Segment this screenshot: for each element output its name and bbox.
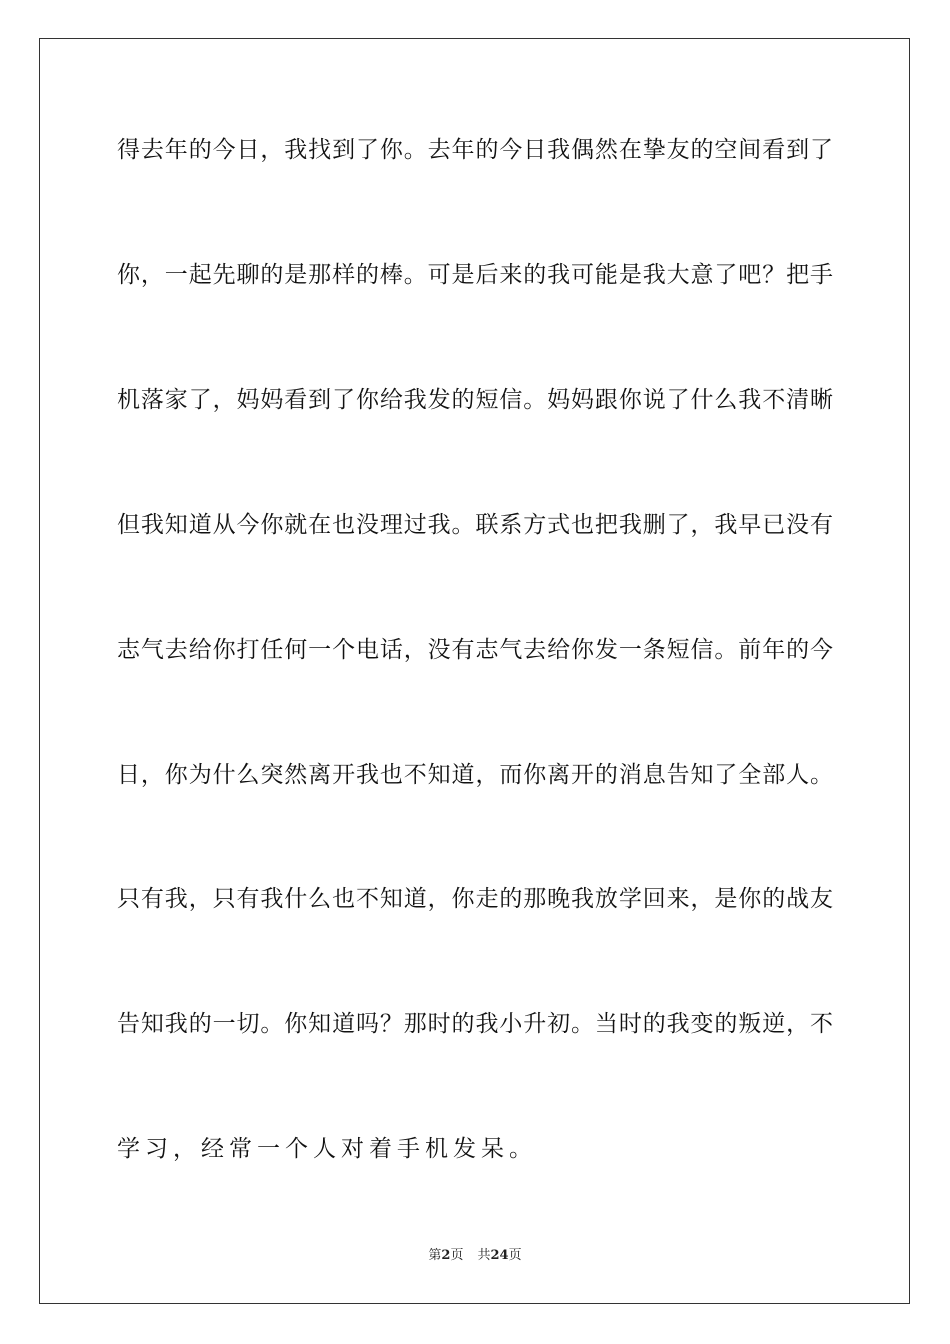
body-text-line-8: 告知我的一切。你知道吗？那时的我小升初。当时的我变的叛逆，不 <box>117 1011 833 1037</box>
body-text-line-9: 学习，经常一个人对着手机发呆。 <box>117 1136 537 1162</box>
body-text-line-6: 日，你为什么突然离开我也不知道，而你离开的消息告知了全部人。 <box>117 762 833 788</box>
body-text-line-7: 只有我，只有我什么也不知道，你走的那晚我放学回来，是你的战友 <box>117 886 833 912</box>
page-suffix: 页 <box>450 1248 464 1263</box>
total-suffix: 页 <box>508 1248 522 1263</box>
total-prefix: 共 <box>477 1248 491 1263</box>
body-text-line-4: 但我知道从今你就在也没理过我。联系方式也把我删了，我早已没有 <box>117 512 833 538</box>
page-prefix: 第 <box>428 1248 442 1263</box>
current-page-number: 2 <box>441 1248 451 1263</box>
page-border <box>39 38 910 1304</box>
body-text-line-3: 机落家了，妈妈看到了你给我发的短信。妈妈跟你说了什么我不清晰 <box>117 387 833 413</box>
total-page-number: 24 <box>490 1248 509 1263</box>
body-text-line-5: 志气去给你打任何一个电话，没有志气去给你发一条短信。前年的今 <box>117 637 833 663</box>
body-text-line-2: 你，一起先聊的是那样的棒。可是后来的我可能是我大意了吧？把手 <box>117 262 833 288</box>
body-text-line-1: 得去年的今日，我找到了你。去年的今日我偶然在挚友的空间看到了 <box>117 137 833 163</box>
page-footer <box>0 1246 950 1266</box>
